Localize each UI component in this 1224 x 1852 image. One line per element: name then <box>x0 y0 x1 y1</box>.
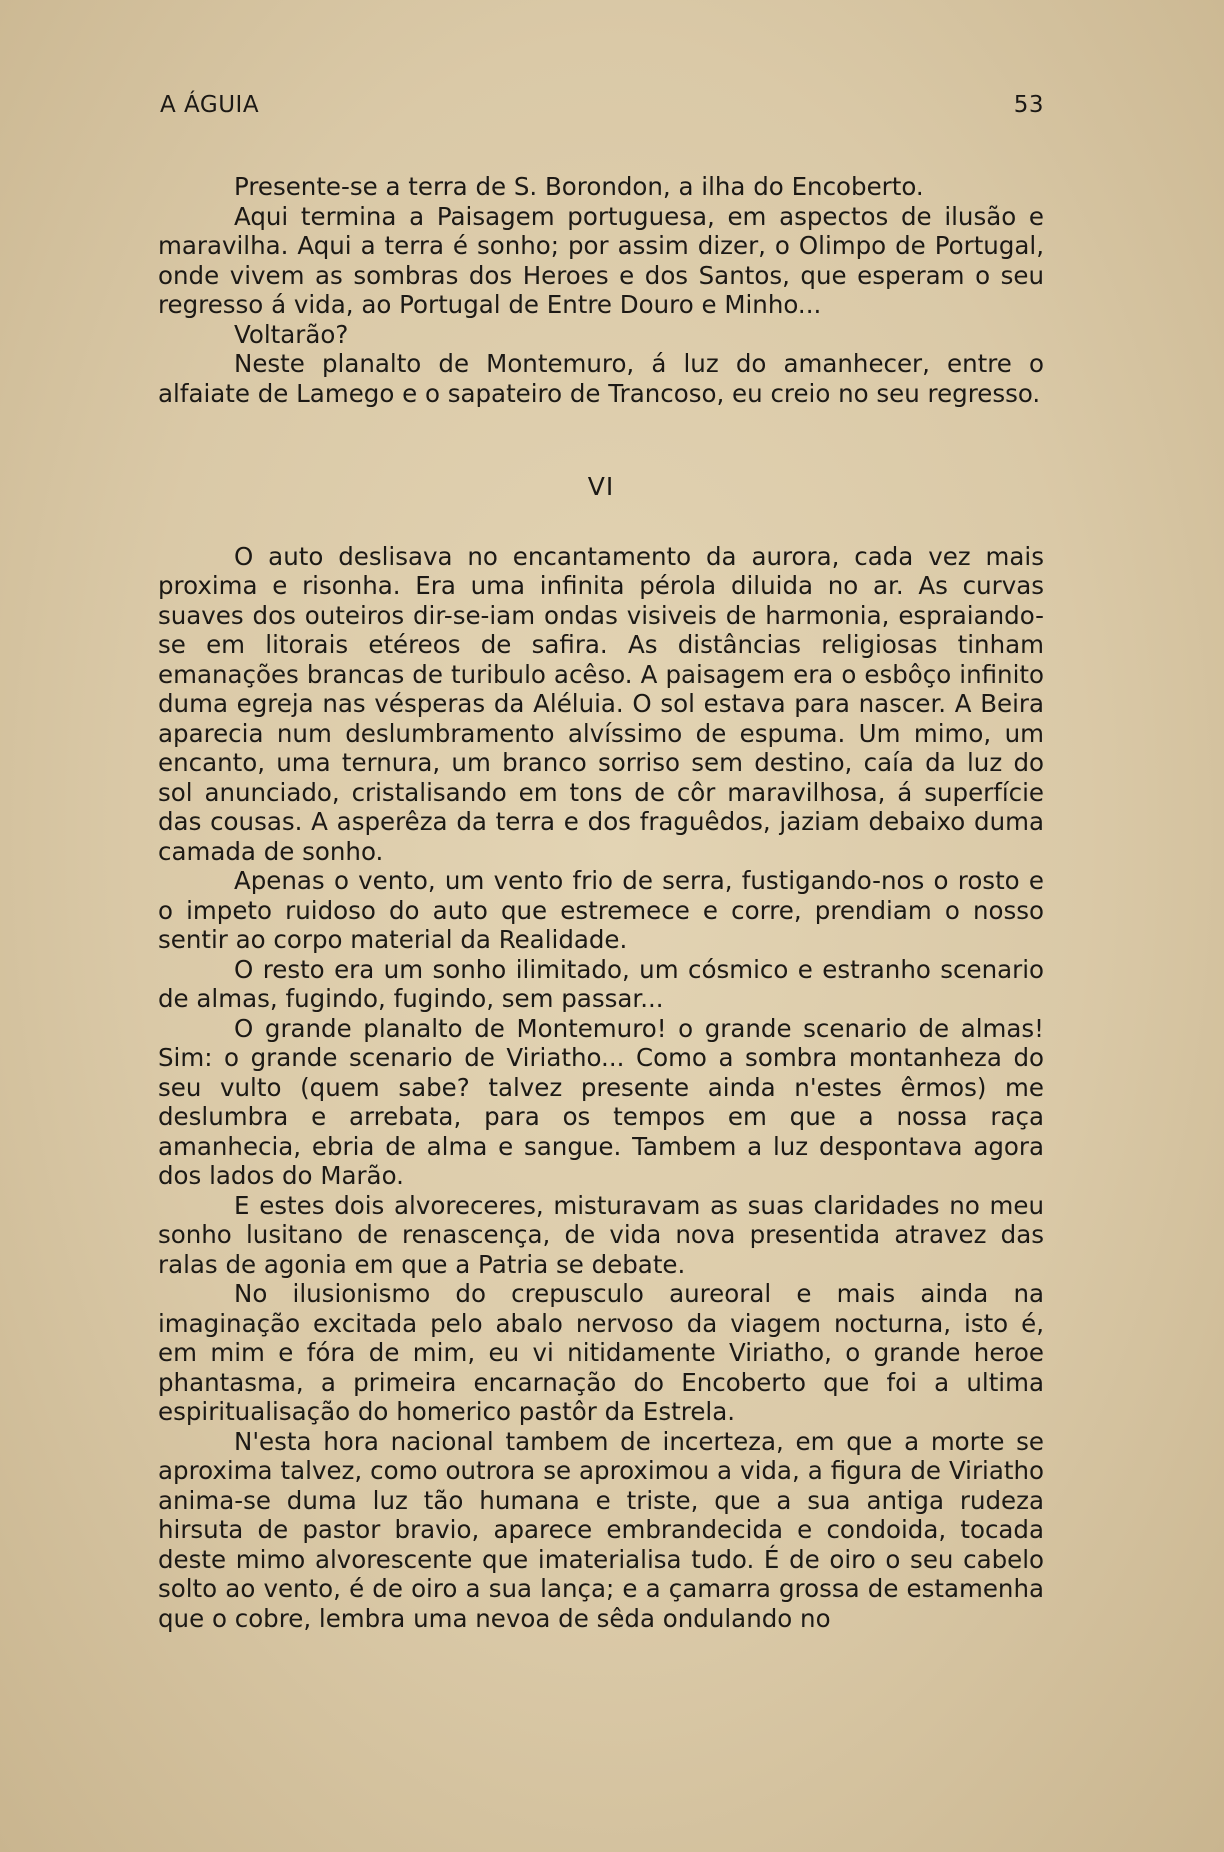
paragraph: Presente-se a terra de S. Borondon, a ilha do Encoberto. <box>234 172 924 201</box>
paragraph: Voltarão? <box>234 319 349 349</box>
article-body <box>158 172 1044 1633</box>
paragraph: O auto deslisava no encantamento da aurora, cada vez mais proxima e risonha. Era uma infinita pérola diluida no ar. As curvas suaves dos outeiros dir-se-iam ondas visiveis de harmonia, espraiando-se em litorais etéreos de safira. As distâncias religiosas tinham emanações brancas de turibulo acêso. A paisagem era o esbôço infinito duma egreja nas vésperas da Aléluia. O sol estava para nascer. A Beira aparecia num deslumbramento alvíssimo de espuma. Um mimo, um encanto, uma ternura, um branco sorriso sem destino, caía da luz do sol anunciado, cristalisando em tons de côr maravilhosa, á superfície das cousas. A asperêza da terra e dos fraguêdos, jaziam debaixo duma camada de sonho. <box>158 541 1044 866</box>
running-title: A ÁGUIA <box>160 92 260 118</box>
page-number: 53 <box>1013 92 1044 118</box>
paragraph: Apenas o vento, um vento frio de serra, fustigando-nos o rosto e o impeto ruidoso do auto que estremece e corre, prendiam o nosso sentir ao corpo material da Realidade. <box>158 866 1044 954</box>
paragraph: No ilusionismo do crepusculo aureoral e mais ainda na imaginação excitada pelo abalo nervoso da viagem nocturna, isto é, em mim e fóra de mim, eu vi nitidamente Viriatho, o grande heroe phantasma, a primeira encarnação do Encoberto que foi a ultima espiritualisação do homerico pastôr da Estrela. <box>158 1279 1044 1426</box>
section-heading: VI <box>587 472 615 501</box>
paragraph: Aqui termina a Paisagem portuguesa, em aspectos de ilusão e maravilha. Aqui a terra é sonho; por assim dizer, o Olimpo de Portugal, onde vivem as sombras dos Heroes e dos Santos, que esperam o seu regresso á vida, ao Portugal de Entre Douro e Minho... <box>158 201 1044 319</box>
paragraph: O resto era um sonho ilimitado, um cósmico e estranho scenario de almas, fugindo, fugindo, sem passar... <box>158 954 1044 1013</box>
paragraph: O grande planalto de Montemuro! o grande scenario de almas! Sim: o grande scenario de Viriatho... Como a sombra montanheza do seu vulto (quem sabe? talvez presente ainda n'estes êrmos) me deslumbra e arrebata, para os tempos em que a nossa raça amanhecia, ebria de alma e sangue. Tambem a luz despontava agora dos lados do Marão. <box>158 1013 1044 1190</box>
paragraph: Neste planalto de Montemuro, á luz do amanhecer, entre o alfaiate de Lamego e o sapateiro de Trancoso, eu creio no seu regresso. <box>158 349 1044 408</box>
paragraph: E estes dois alvoreceres, misturavam as suas claridades no meu sonho lusitano de renascença, de vida nova presentida atravez das ralas de agonia em que a Patria se debate. <box>158 1190 1044 1279</box>
paragraph: N'esta hora nacional tambem de incerteza, em que a morte se aproxima talvez, como outrora se aproximou a vida, a figura de Viriatho anima-se duma luz tão humana e triste, que a sua antiga rudeza hirsuta de pastor bravio, aparece embrandecida e condoida, tocada deste mimo alvorescente que imaterialisa tudo. É de oiro o seu cabelo solto ao vento, é de oiro a sua lança; e a çamarra grossa de estamenha que o cobre, lembra uma nevoa de sêda ondulando no <box>158 1426 1044 1633</box>
page-header <box>160 92 1044 126</box>
